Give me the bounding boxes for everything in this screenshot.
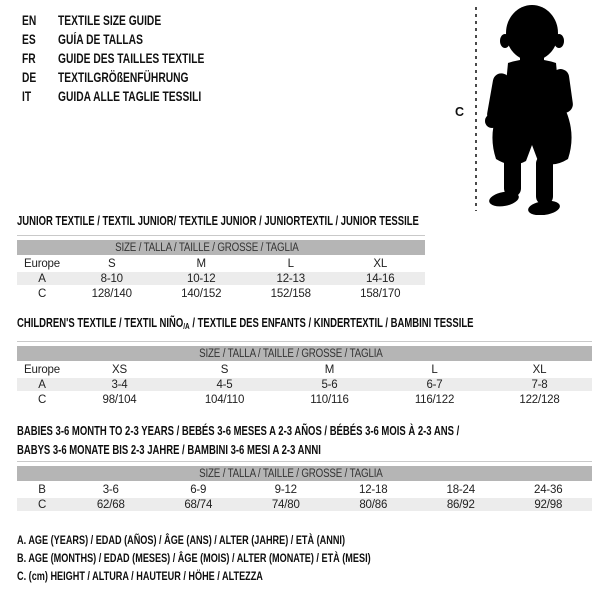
- size-cell: L: [246, 255, 336, 270]
- value-cell: 110/116: [277, 391, 382, 406]
- children-table-title: [17, 316, 473, 331]
- language-label: TEXTILE SIZE GUIDE: [58, 13, 162, 28]
- size-cell: XS: [67, 361, 172, 376]
- height-measure-label: C: [455, 105, 465, 119]
- height-dashed-line: [475, 7, 477, 211]
- value-cell: 8-10: [67, 270, 157, 285]
- value-cell: 9-12: [242, 481, 330, 496]
- value-cell: 6-7: [382, 376, 487, 391]
- value-cell: 104/110: [172, 391, 277, 406]
- value-cell: 98/104: [67, 391, 172, 406]
- table-row-height: [17, 391, 592, 406]
- row-label: B: [17, 481, 67, 496]
- size-header-row: [17, 240, 425, 255]
- size-header-label: SIZE / TALLA / TAILLE / GRÖSSE / TAGLIA: [198, 347, 383, 360]
- row-label: A: [17, 270, 67, 285]
- babies-table-title-line1: BABIES 3-6 MONTH TO 2-3 YEARS / BEBÉS 3-6 MESES A 2-3 AÑOS / BÉBÉS 3-6 MOIS À 2-3 ANS /: [17, 424, 460, 438]
- language-label: GUIDE DES TAILLES TEXTILE: [58, 51, 205, 66]
- value-cell: 3-4: [67, 376, 172, 391]
- language-list: [22, 11, 251, 106]
- row-label: C: [17, 496, 67, 511]
- size-cell: S: [172, 361, 277, 376]
- language-label: GUÍA DE TALLAS: [58, 32, 143, 47]
- row-label: Europe: [17, 255, 67, 270]
- row-label: A: [17, 376, 67, 391]
- size-cell: L: [382, 361, 487, 376]
- language-code: DE: [22, 70, 37, 85]
- value-cell: 122/128: [487, 391, 592, 406]
- value-cell: 158/170: [336, 285, 426, 300]
- baby-foot-right: [527, 199, 561, 215]
- language-code: ES: [22, 32, 36, 47]
- table-row-months: [17, 481, 592, 496]
- children-title-pre: CHILDREN'S TEXTILE / TEXTIL NIÑO: [17, 316, 184, 330]
- language-row-es: [22, 30, 251, 49]
- value-cell: 7-8: [487, 376, 592, 391]
- row-label: C: [17, 391, 67, 406]
- language-label: GUIDA ALLE TAGLIE TESSILI: [58, 89, 202, 104]
- children-title-post: / TEXTILE DES ENFANTS / KINDERTEXTIL / BAMBINI TESSILE: [189, 316, 474, 330]
- size-cell: M: [157, 255, 247, 270]
- language-code: FR: [22, 51, 36, 66]
- row-label: C: [17, 285, 67, 300]
- baby-silhouette-icon: [478, 3, 590, 215]
- baby-shorts: [492, 105, 571, 165]
- value-cell: 10-12: [157, 270, 247, 285]
- table-row-height: [17, 496, 592, 511]
- size-cell: XL: [487, 361, 592, 376]
- value-cell: 4-5: [172, 376, 277, 391]
- value-cell: 128/140: [67, 285, 157, 300]
- value-cell: 14-16: [336, 270, 426, 285]
- children-title-sub: /A: [183, 321, 190, 331]
- value-cell: 68/74: [155, 496, 243, 511]
- note-age-months: B. AGE (MONTHS) / EDAD (MESES) / ÂGE (MOIS) / ALTER (MONATE) / ETÀ (MESI): [17, 551, 371, 565]
- baby-ear-right: [554, 34, 564, 48]
- children-size-table: [17, 341, 592, 406]
- size-cell: S: [67, 255, 157, 270]
- size-cell: XL: [336, 255, 426, 270]
- value-cell: 62/68: [67, 496, 155, 511]
- value-cell: 12-13: [246, 270, 336, 285]
- baby-leg-left: [504, 151, 521, 197]
- table-row-europe: [17, 255, 425, 270]
- value-cell: 24-36: [505, 481, 593, 496]
- language-row-it: [22, 87, 251, 106]
- value-cell: 92/98: [505, 496, 593, 511]
- value-cell: 18-24: [417, 481, 505, 496]
- language-code: IT: [22, 89, 32, 104]
- size-header-row: [17, 346, 592, 361]
- value-cell: 74/80: [242, 496, 330, 511]
- language-row-en: [22, 11, 251, 30]
- babies-size-table: [17, 461, 592, 511]
- row-label: Europe: [17, 361, 67, 376]
- babies-table-title-line2: BABYS 3-6 MONATE BIS 2-3 JAHRE / BAMBINI 3-6 MESI A 2-3 ANNI: [17, 443, 321, 457]
- size-cell: M: [277, 361, 382, 376]
- table-row-age: [17, 270, 425, 285]
- value-cell: 140/152: [157, 285, 247, 300]
- language-row-fr: [22, 49, 251, 68]
- value-cell: 116/122: [382, 391, 487, 406]
- size-header-label: SIZE / TALLA / TAILLE / GRÖSSE / TAGLIA: [198, 467, 383, 480]
- table-row-height: [17, 285, 425, 300]
- value-cell: 5-6: [277, 376, 382, 391]
- table-row-age: [17, 376, 592, 391]
- baby-ear-left: [500, 34, 510, 48]
- note-height-cm: C. (cm) HEIGHT / ALTURA / HAUTEUR / HÖHE / ALTEZZA: [17, 569, 263, 583]
- language-code: EN: [22, 13, 37, 28]
- value-cell: 86/92: [417, 496, 505, 511]
- baby-leg-right: [536, 155, 553, 205]
- language-label: TEXTILGRÖßENFÜHRUNG: [58, 70, 189, 85]
- junior-size-table: [17, 235, 425, 300]
- language-row-de: [22, 68, 251, 87]
- value-cell: 12-18: [330, 481, 418, 496]
- size-header-label: SIZE / TALLA / TAILLE / GRÖSSE / TAGLIA: [115, 241, 299, 254]
- junior-table-title: JUNIOR TEXTILE / TEXTIL JUNIOR/ TEXTILE JUNIOR / JUNIORTEXTIL / JUNIOR TESSILE: [17, 214, 419, 228]
- value-cell: 80/86: [330, 496, 418, 511]
- table-row-europe: [17, 361, 592, 376]
- value-cell: 6-9: [155, 481, 243, 496]
- size-header-row: [17, 466, 592, 481]
- value-cell: 152/158: [246, 285, 336, 300]
- note-age-years: A. AGE (YEARS) / EDAD (AÑOS) / ÂGE (ANS) / ALTER (JAHRE) / ETÀ (ANNI): [17, 533, 345, 547]
- value-cell: 3-6: [67, 481, 155, 496]
